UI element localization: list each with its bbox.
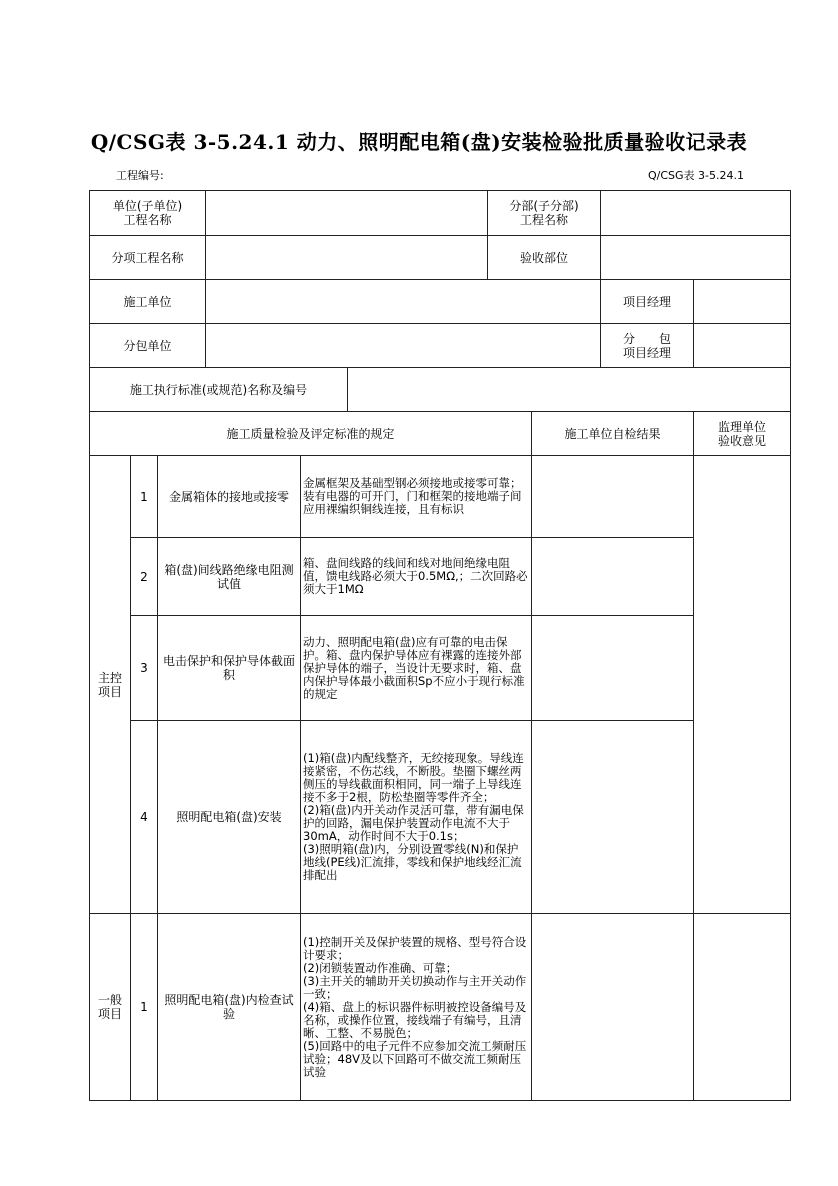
item-standard bbox=[301, 721, 532, 914]
col-self-header: 施工单位自检结果 bbox=[532, 412, 694, 456]
self-check-field[interactable] bbox=[532, 616, 694, 721]
pm-field[interactable] bbox=[694, 280, 791, 324]
item-no: 1 bbox=[131, 456, 158, 538]
std-line: (3)主开关的辅助开关切换动作与主开关动作一致； bbox=[303, 973, 527, 1001]
col-supervision-header: 监理单位 验收意见 bbox=[694, 412, 791, 456]
contractor-label: 施工单位 bbox=[90, 280, 206, 324]
std-line: (1)控制开关及保护装置的规格、型号符合设计要求； bbox=[303, 934, 527, 962]
supervision-field[interactable] bbox=[694, 914, 791, 1101]
item-no: 3 bbox=[131, 616, 158, 721]
header-table bbox=[89, 190, 791, 456]
general-category: 一般 项目 bbox=[90, 914, 131, 1101]
subcontractor-label: 分包单位 bbox=[90, 324, 206, 368]
division-field[interactable] bbox=[601, 191, 791, 236]
std-line: (5)回路中的电子元件不应参加交流工频耐压试验；48V及以下回路可不做交流工频耐压试验 bbox=[303, 1038, 527, 1079]
subcontractor-field[interactable] bbox=[206, 324, 601, 368]
item-name: 照明配电箱(盘)安装 bbox=[158, 721, 301, 914]
contractor-field[interactable] bbox=[206, 280, 601, 324]
item-standard bbox=[301, 914, 532, 1101]
page-title: Q/CSG表 3-5.24.1 动力、照明配电箱(盘)安装检验批质量验收记录表 bbox=[90, 130, 748, 154]
unit-label: 单位(子单位) 工程名称 bbox=[90, 191, 206, 236]
item-standard: 箱、盘间线路的线间和线对地间绝缘电阻值，馈电线路必须大于0.5MΩ,；二次回路必须大于1MΩ bbox=[301, 538, 532, 616]
items-table bbox=[89, 455, 791, 1101]
item-standard: 金属框架及基础型钢必须接地或接零可靠；装有电器的可开门，门和框架的接地端子间应用裸编织铜线连接，且有标识 bbox=[301, 456, 532, 538]
sub-pm-field[interactable] bbox=[694, 324, 791, 368]
main-category: 主控 项目 bbox=[90, 456, 131, 914]
col-standard-header: 施工质量检验及评定标准的规定 bbox=[90, 412, 532, 456]
item-name: 金属箱体的接地或接零 bbox=[158, 456, 301, 538]
subitem-label: 分项工程名称 bbox=[90, 236, 206, 280]
division-label: 分部(子分部) 工程名称 bbox=[488, 191, 601, 236]
item-no: 4 bbox=[131, 721, 158, 914]
item-name: 照明配电箱(盘)内检查试验 bbox=[158, 914, 301, 1101]
item-no: 2 bbox=[131, 538, 158, 616]
std-line: (1)箱(盘)内配线整齐，无绞接现象。导线连接紧密，不伤芯线，不断股。垫圈下螺丝两侧压的导线截面积相同，同一端子上导线连接不多于2根，防松垫圈等零件齐全； bbox=[303, 751, 524, 804]
self-check-field[interactable] bbox=[532, 456, 694, 538]
standard-label: 施工执行标准(或规范)名称及编号 bbox=[90, 368, 348, 412]
project-no-label: 工程编号: bbox=[116, 169, 164, 182]
standard-field[interactable] bbox=[348, 368, 791, 412]
std-line: (2)箱(盘)内开关动作灵活可靠，带有漏电保护的回路，漏电保护装置动作电流不大于30mA，动作时间不大于0.1s； bbox=[303, 803, 524, 843]
subitem-field[interactable] bbox=[206, 236, 488, 280]
std-line: (4)箱、盘上的标识器件标明被控设备编号及名称，或操作位置，接线端子有编号，且清晰、工整、不易脱色； bbox=[303, 999, 527, 1040]
accept-part-label: 验收部位 bbox=[488, 236, 601, 280]
item-name: 箱(盘)间线路绝缘电阻测试值 bbox=[158, 538, 301, 616]
std-line: (3)照明箱(盘)内，分别设置零线(N)和保护地线(PE线)汇流排，零线和保护地线经汇流排配出 bbox=[303, 842, 522, 882]
pm-label: 项目经理 bbox=[601, 280, 694, 324]
item-name: 电击保护和保护导体截面积 bbox=[158, 616, 301, 721]
self-check-field[interactable] bbox=[532, 538, 694, 616]
self-check-field[interactable] bbox=[532, 721, 694, 914]
self-check-field[interactable] bbox=[532, 914, 694, 1101]
unit-field[interactable] bbox=[206, 191, 488, 236]
form-code: Q/CSG表 3-5.24.1 bbox=[648, 169, 745, 182]
supervision-field[interactable] bbox=[694, 456, 791, 914]
item-no: 1 bbox=[131, 914, 158, 1101]
accept-part-field[interactable] bbox=[601, 236, 791, 280]
std-line: (2)闭锁装置动作准确、可靠； bbox=[303, 960, 458, 975]
sub-pm-label: 分 包 项目经理 bbox=[601, 324, 694, 368]
item-standard: 动力、照明配电箱(盘)应有可靠的电击保护。箱、盘内保护导体应有裸露的连接外部 保护导体的端子，当设计无要求时，箱、盘内保护导体最小截面积Sp不应小于现行标准的规定 bbox=[301, 616, 532, 721]
